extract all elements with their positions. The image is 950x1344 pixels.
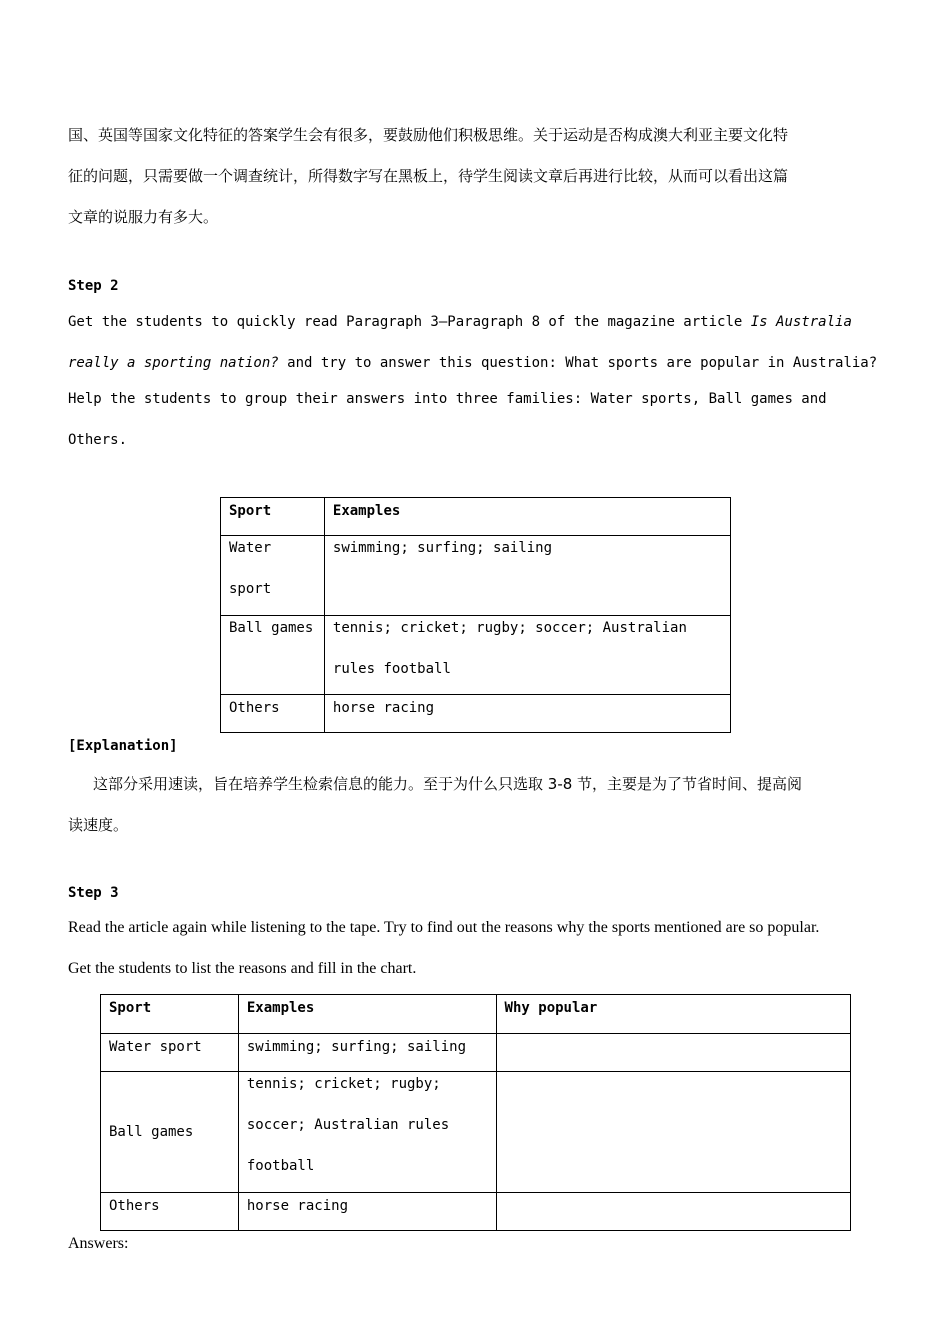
sports-table bbox=[220, 497, 731, 733]
explanation-line-1: 这部分采用速读，旨在培养学生检索信息的能力。至于为什么只选取 3-8 节，主要是为了节省时间、提高阅 bbox=[93, 775, 803, 793]
table-row bbox=[101, 1034, 851, 1072]
header-why-popular: Why popular bbox=[496, 995, 850, 1034]
explanation-line-2: 读速度。 bbox=[68, 816, 129, 834]
examples-cell: horse racing bbox=[238, 1193, 496, 1231]
answers-label: Answers: bbox=[68, 1235, 129, 1252]
examples-text-l1: swimming; surfing; sailing bbox=[332, 540, 553, 556]
step2-line-3: Help the students to group their answers into three families: Water sports, Ball games and bbox=[68, 391, 827, 407]
intro-line-3: 文章的说服力有多大。 bbox=[68, 208, 219, 226]
reasons-chart bbox=[100, 994, 851, 1231]
examples-cell bbox=[324, 536, 730, 616]
sport-cell: Others bbox=[101, 1193, 239, 1231]
sport-cell bbox=[221, 616, 325, 695]
sport-cell: Others bbox=[221, 695, 325, 733]
table-row bbox=[221, 536, 731, 616]
header-sport: Sport bbox=[101, 995, 239, 1034]
examples-cell bbox=[324, 616, 730, 695]
sport-cell: Ball games bbox=[101, 1072, 239, 1193]
sport-cell bbox=[221, 536, 325, 616]
table-row bbox=[101, 1193, 851, 1231]
sport-text-l1: Water bbox=[229, 540, 272, 556]
step3-heading: Step 3 bbox=[68, 885, 119, 901]
intro-line-1: 国、英国等国家文化特征的答案学生会有很多，要鼓励他们积极思维。关于运动是否构成澳大利亚主要文化特 bbox=[68, 126, 789, 144]
table-row bbox=[221, 695, 731, 733]
examples-text-l1: tennis; cricket; rugby; soccer; Australian bbox=[332, 620, 687, 636]
intro-line-2: 征的问题，只需要做一个调查统计，所得数字写在黑板上，待学生阅读文章后再进行比较，从而可以看出这篇 bbox=[68, 167, 789, 185]
examples-cell: horse racing bbox=[324, 695, 730, 733]
examples-text-l2: soccer; Australian rules bbox=[246, 1117, 450, 1133]
sport-text-l1: Ball games bbox=[229, 620, 314, 636]
article-title-part-2: really a sporting nation? bbox=[68, 355, 279, 371]
sport-cell: Water sport bbox=[101, 1034, 239, 1072]
why-popular-cell[interactable] bbox=[496, 1072, 850, 1193]
table-row bbox=[221, 616, 731, 695]
table-row bbox=[101, 1072, 851, 1193]
examples-text-l1: tennis; cricket; rugby; bbox=[246, 1076, 441, 1092]
examples-text-l3: football bbox=[246, 1158, 315, 1174]
step2-line-4: Others. bbox=[68, 432, 128, 448]
header-examples: Examples bbox=[238, 995, 496, 1034]
sport-text-l2: sport bbox=[229, 581, 272, 597]
table-header-row bbox=[221, 498, 731, 536]
step2-line-1-text: Get the students to quickly read Paragraph 3—Paragraph 8 of the magazine article bbox=[68, 314, 751, 330]
explanation-heading: [Explanation] bbox=[68, 738, 178, 754]
step3-line-2: Get the students to list the reasons and fill in the chart. bbox=[68, 960, 417, 977]
header-sport: Sport bbox=[221, 498, 325, 536]
why-popular-cell[interactable] bbox=[496, 1193, 850, 1231]
step2-line-2 bbox=[68, 355, 877, 371]
step2-heading: Step 2 bbox=[68, 278, 119, 294]
step2-line-1 bbox=[68, 314, 852, 330]
step2-line-2-text: and try to answer this question: What sports are popular in Australia? bbox=[278, 355, 878, 371]
examples-cell bbox=[238, 1072, 496, 1193]
examples-text-l2: rules football bbox=[332, 661, 451, 677]
examples-cell: swimming; surfing; sailing bbox=[238, 1034, 496, 1072]
table-header-row bbox=[101, 995, 851, 1034]
header-examples: Examples bbox=[324, 498, 730, 536]
article-title-part-1: Is Australia bbox=[750, 314, 852, 330]
step3-line-1: Read the article again while listening to the tape. Try to find out the reasons why the sports mentioned are so popular. bbox=[68, 919, 820, 936]
why-popular-cell[interactable] bbox=[496, 1034, 850, 1072]
